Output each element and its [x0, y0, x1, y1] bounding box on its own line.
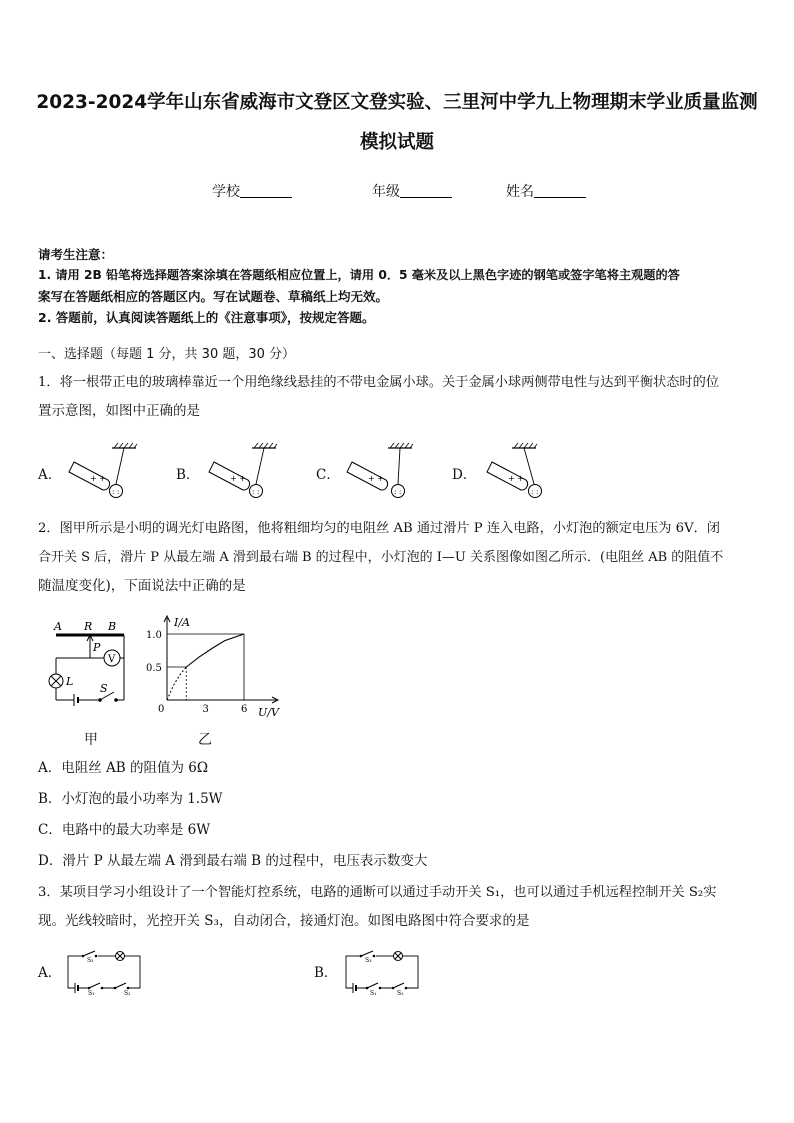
- label-b: B: [108, 620, 117, 633]
- iu-curve: [186, 634, 244, 667]
- q1-line2: 置示意图，如图中正确的是: [38, 403, 200, 419]
- q1-line1: 1．将一根带正电的玻璃棒靠近一个用绝缘线悬挂的不带电金属小球。关于金属小球两侧带电性与达到平衡状态时的位: [38, 375, 719, 390]
- notice-item1-b: 案写在答题纸相应的答题区内。写在试题卷、草稿纸上均无效。: [38, 289, 389, 304]
- notice-heading: 请考生注意：: [38, 247, 114, 262]
- svg-text::: :: [394, 488, 397, 496]
- svg-text::: :: [112, 488, 115, 496]
- x-tick-label-3: 3: [202, 704, 209, 715]
- q3-line1: 3．某项目学习小组设计了一个智能灯控系统，电路的通断可以通过手动开关 S₁，也可以通过手机远程控制开关 S₂实: [38, 885, 717, 900]
- iu-curve-dashed: [167, 667, 186, 700]
- q1-figures: [0, 440, 794, 510]
- q3-circuit-b: [340, 948, 424, 996]
- q1-option-c-label[interactable]: C．: [316, 467, 340, 483]
- q2-option-b[interactable]: B．小灯泡的最小功率为 1.5W: [38, 791, 223, 807]
- grade-blank[interactable]: [400, 183, 452, 198]
- svg-text:+ +: + +: [90, 474, 106, 483]
- svg-text::: :: [252, 488, 255, 496]
- name-field[interactable]: [506, 181, 586, 201]
- school-label: 学校: [212, 184, 240, 200]
- q1-figure-c: [347, 443, 413, 498]
- q2-option-d[interactable]: D．滑片 P 从最左端 A 滑到最右端 B 的过程中，电压表示数变大: [38, 853, 428, 869]
- school-blank[interactable]: [240, 183, 292, 198]
- q2-options: [38, 754, 758, 876]
- label-v: V: [108, 654, 116, 665]
- y-tick-label-1.0: 1.0: [146, 630, 162, 641]
- q2-line1: 2．图甲所示是小明的调光灯电路图，他将粗细均匀的电阻丝 AB 通过滑片 P 连入电路，小灯泡的额定电压为 6V．闭: [38, 521, 720, 536]
- q1-option-d-label[interactable]: D．: [452, 467, 477, 483]
- b-s2-label: S₂: [397, 990, 404, 996]
- x-axis-label: U/V: [258, 706, 279, 719]
- question-3: [38, 878, 758, 936]
- q1-option-b-label[interactable]: B．: [176, 467, 200, 483]
- question-1: [38, 368, 758, 426]
- grade-field[interactable]: [372, 181, 452, 201]
- q2-option-c[interactable]: C．电路中的最大功率是 6W: [38, 822, 211, 838]
- svg-text::: :: [117, 488, 120, 496]
- section-heading: 一、选择题（每题 1 分，共 30 题，30 分）: [38, 347, 296, 362]
- name-blank[interactable]: [534, 183, 586, 198]
- q2-iu-chart: [140, 612, 290, 720]
- grade-label: 年级: [372, 184, 400, 200]
- svg-text:+ +: + +: [508, 474, 524, 483]
- origin-label: 0: [158, 704, 165, 715]
- a-s1-label: S₁: [88, 990, 95, 996]
- notice-item2: 2. 答题前，认真阅读答题纸上的《注意事项》，按规定答题。: [38, 310, 375, 325]
- notice-block: [38, 244, 758, 328]
- q3-option-b-label[interactable]: B．: [314, 965, 338, 981]
- q3-circuit-a: [62, 948, 146, 996]
- svg-text:+ +: + +: [368, 474, 384, 483]
- school-field[interactable]: [212, 181, 292, 201]
- fig-jia-caption: 甲: [84, 732, 98, 748]
- q1-option-a-label[interactable]: A．: [38, 467, 62, 483]
- y-tick-label-0.5: 0.5: [146, 663, 162, 674]
- svg-text::: :: [531, 488, 534, 496]
- label-a: A: [54, 620, 62, 633]
- exam-title-line2: 模拟试题: [359, 132, 434, 153]
- q1-figure-a: [69, 443, 137, 498]
- q1-figure-d: [487, 443, 542, 498]
- exam-title-line1: 2023-2024学年山东省威海市文登区文登实验、三里河中学九上物理期末学业质量监测: [36, 92, 758, 113]
- label-s: S: [100, 682, 108, 695]
- x-tick-label-6: 6: [241, 704, 248, 715]
- name-label: 姓名: [506, 184, 534, 200]
- svg-text::: :: [257, 488, 260, 496]
- q2-option-a[interactable]: A．电阻丝 AB 的阻值为 6Ω: [38, 760, 209, 776]
- label-p: P: [93, 641, 101, 654]
- b-s3-label: S₃: [365, 957, 372, 964]
- svg-text:+ +: + +: [230, 474, 246, 483]
- q3-line2: 现。光线较暗时，光控开关 S₃，自动闭合，接通灯泡。如图电路图中符合要求的是: [38, 913, 530, 929]
- a-s2-label: S₂: [124, 990, 131, 996]
- svg-text::: :: [399, 488, 402, 496]
- svg-text::: :: [536, 488, 539, 496]
- question-2: [38, 514, 758, 601]
- q2-line2: 合开关 S 后，滑片 P 从最左端 A 滑到最右端 B 的过程中，小灯泡的 I—U 关系图像如图乙所示．(电阻丝 AB 的阻值不: [38, 550, 724, 565]
- a-s3-label: S₃: [87, 957, 94, 964]
- q2-line3: 随温度变化)，下面说法中正确的是: [38, 578, 246, 594]
- label-l: L: [66, 675, 74, 688]
- q2-circuit-jia: [40, 618, 150, 718]
- b-s1-label: S₁: [370, 990, 377, 996]
- y-axis-label: I/A: [174, 616, 190, 629]
- label-r: R: [84, 620, 93, 633]
- fig-yi-caption: 乙: [198, 732, 212, 748]
- q1-figure-b: [209, 443, 277, 498]
- notice-item1-a: 1. 请用 2B 铅笔将选择题答案涂填在答题纸相应位置上，请用 0．5 毫米及以上黑色字迹的钢笔或签字笔将主观题的答: [38, 268, 680, 282]
- q3-option-a-label[interactable]: A．: [38, 965, 62, 981]
